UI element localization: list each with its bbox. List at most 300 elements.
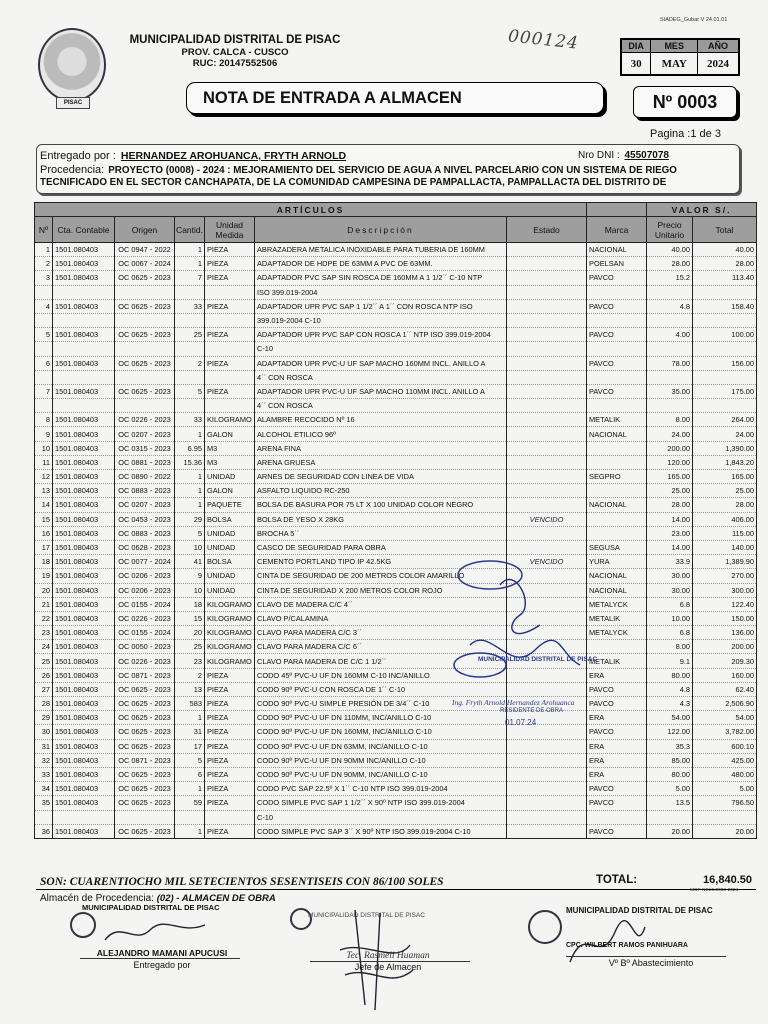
cell-n: 9 — [35, 427, 53, 441]
date-month: MAY — [651, 53, 698, 75]
cell-unidad: PIEZA — [205, 767, 255, 781]
table-row — [35, 767, 757, 781]
cell-cant: 1 — [175, 243, 205, 257]
cell-marca: NACIONAL — [587, 427, 647, 441]
cell-precio: 165.00 — [647, 470, 693, 484]
cell-origen: OC 0628 - 2023 — [115, 540, 175, 554]
dni — [578, 150, 669, 161]
cell-precio: 14.00 — [647, 512, 693, 526]
cell-total — [693, 810, 757, 824]
cell-precio: 20.00 — [647, 824, 693, 838]
cell-unidad: PIEZA — [205, 796, 255, 810]
cell-marca: PAVCO — [587, 697, 647, 711]
cell-marca: METALIK — [587, 611, 647, 625]
cell-n: 18 — [35, 555, 53, 569]
cell-unidad: PIEZA — [205, 243, 255, 257]
table-row — [35, 824, 757, 838]
cell-cant: 20 — [175, 626, 205, 640]
cell-cant: 1 — [175, 711, 205, 725]
cell-n: 13 — [35, 484, 53, 498]
cell-cta: 1501.080403 — [53, 257, 115, 271]
cell-cant — [175, 399, 205, 413]
cell-marca: ERA — [587, 739, 647, 753]
header-col-n: Nº — [35, 217, 53, 243]
cell-cant — [175, 313, 205, 327]
logo-label: PISAC — [56, 97, 90, 109]
cell-total: 136.00 — [693, 626, 757, 640]
cell-marca: SEGPRO — [587, 470, 647, 484]
cell-origen — [115, 285, 175, 299]
cell-cant: 33 — [175, 299, 205, 313]
cell-n: 15 — [35, 512, 53, 526]
cell-precio: 80.00 — [647, 668, 693, 682]
cell-precio: 35.3 — [647, 739, 693, 753]
cell-estado — [507, 257, 587, 271]
cell-unidad: BOLSA — [205, 512, 255, 526]
cell-cant: 1 — [175, 470, 205, 484]
cell-desc: ARENA GRUESA — [255, 455, 507, 469]
table-row — [35, 271, 757, 285]
cell-desc: BOLSA DE BASURA POR 75 LT X 100 UNIDAD COLOR NEGRO — [255, 498, 507, 512]
cell-total: 796.50 — [693, 796, 757, 810]
cell-n: 31 — [35, 739, 53, 753]
cell-desc: CINTA DE SEGURIDAD DE 200 METROS COLOR AMARILLO — [255, 569, 507, 583]
cell-unidad: PAQUETE — [205, 498, 255, 512]
cell-estado — [507, 810, 587, 824]
cell-n: 24 — [35, 640, 53, 654]
cell-n: 3 — [35, 271, 53, 285]
table-row — [35, 512, 757, 526]
cell-cta: 1501.080403 — [53, 611, 115, 625]
cell-marca — [587, 526, 647, 540]
table-row — [35, 470, 757, 484]
cell-cant: 1 — [175, 257, 205, 271]
table-row — [35, 370, 757, 384]
cell-precio: 40.00 — [647, 243, 693, 257]
table-row — [35, 626, 757, 640]
cell-origen: OC 0625 - 2023 — [115, 328, 175, 342]
cell-n: 29 — [35, 711, 53, 725]
cell-estado — [507, 356, 587, 370]
cell-unidad: PIEZA — [205, 328, 255, 342]
group-valor: VALOR S/. — [647, 203, 757, 217]
cell-marca: NACIONAL — [587, 583, 647, 597]
cell-n: 34 — [35, 782, 53, 796]
cell-origen: OC 0155 - 2024 — [115, 597, 175, 611]
cell-marca: YURA — [587, 555, 647, 569]
table-row — [35, 654, 757, 668]
table-row — [35, 668, 757, 682]
date-header-day: DIA — [622, 40, 651, 53]
cell-total: 300.00 — [693, 583, 757, 597]
cell-n: 19 — [35, 569, 53, 583]
cell-desc: 4´´ CON ROSCA — [255, 399, 507, 413]
cell-total: 270.00 — [693, 569, 757, 583]
procedencia — [40, 165, 740, 188]
cell-cta: 1501.080403 — [53, 498, 115, 512]
cell-unidad: PIEZA — [205, 668, 255, 682]
cell-cant: 5 — [175, 753, 205, 767]
cell-cant: 1 — [175, 427, 205, 441]
cell-total — [693, 313, 757, 327]
cell-precio — [647, 370, 693, 384]
cell-n: 25 — [35, 654, 53, 668]
cell-desc: CODO 90º PVC-U SIMPLE PRESIÓN DE 3/4´´ C-10 — [255, 697, 507, 711]
blue-stamp-name: Ing. Fryth Arnold Hernandez Arohuanca — [452, 698, 575, 707]
cell-unidad: PIEZA — [205, 711, 255, 725]
cell-cta: 1501.080403 — [53, 767, 115, 781]
cell-total: 1,389.90 — [693, 555, 757, 569]
sig1-stamp: MUNICIPALIDAD DISTRITAL DE PISAC — [82, 903, 220, 912]
cell-precio — [647, 313, 693, 327]
cell-estado — [507, 498, 587, 512]
blue-stamp-title: MUNICIPALIDAD DISTRITAL DE PISAC — [478, 656, 598, 663]
cell-cta: 1501.080403 — [53, 711, 115, 725]
cell-unidad: KILOGRAMO — [205, 597, 255, 611]
cell-cta: 1501.080403 — [53, 356, 115, 370]
cell-total: 160.00 — [693, 668, 757, 682]
cell-origen: OC 0625 - 2023 — [115, 682, 175, 696]
cell-unidad: UNIDAD — [205, 526, 255, 540]
footer-divider — [36, 889, 756, 890]
cell-cta: 1501.080403 — [53, 668, 115, 682]
cell-marca: SEGUSA — [587, 540, 647, 554]
cell-cant: 1 — [175, 498, 205, 512]
cell-cta: 1501.080403 — [53, 243, 115, 257]
cell-origen: OC 0890 - 2022 — [115, 470, 175, 484]
cell-estado — [507, 782, 587, 796]
sig1-signature — [100, 915, 210, 950]
cell-origen: OC 0625 - 2023 — [115, 711, 175, 725]
cell-n — [35, 342, 53, 356]
cell-estado — [507, 271, 587, 285]
cell-unidad: KILOGRAMO — [205, 626, 255, 640]
delivered-label: Entregado por : — [40, 150, 116, 162]
cell-marca — [587, 399, 647, 413]
table-row — [35, 328, 757, 342]
cell-total: 5.00 — [693, 782, 757, 796]
cell-origen — [115, 313, 175, 327]
cell-cant: 29 — [175, 512, 205, 526]
cell-cant: 1 — [175, 782, 205, 796]
cell-total: 25.00 — [693, 484, 757, 498]
handwritten-number: 000124 — [507, 26, 580, 54]
table-row — [35, 682, 757, 696]
header-col-unidad: Unidad Medida — [205, 217, 255, 243]
header-col-desc: Descripción — [255, 217, 507, 243]
cell-estado — [507, 824, 587, 838]
table-row — [35, 640, 757, 654]
cell-estado — [507, 796, 587, 810]
cell-desc: ADAPTADOR PVC SAP SIN ROSCA DE 160MM A 1 1/2´´ C-10 NTP — [255, 271, 507, 285]
cell-cant: 10 — [175, 540, 205, 554]
cell-total: 113.40 — [693, 271, 757, 285]
cell-unidad: BOLSA — [205, 555, 255, 569]
cell-cant: 10 — [175, 583, 205, 597]
cell-total: 2,506.90 — [693, 697, 757, 711]
cell-estado: VENCIDO — [507, 555, 587, 569]
cell-desc: ADAPTADOR UPR PVC-U UF SAP MACHO 160MM INCL. ANILLO A — [255, 356, 507, 370]
cell-cta: 1501.080403 — [53, 484, 115, 498]
cell-desc: ADAPTADOR UPR PVC SAP 1 1/2´´ A 1´´ CON ROSCA NTP ISO — [255, 299, 507, 313]
cell-precio: 35.00 — [647, 384, 693, 398]
header-col-estado: Estado — [507, 217, 587, 243]
cell-estado — [507, 384, 587, 398]
cell-unidad: PIEZA — [205, 384, 255, 398]
cell-unidad — [205, 342, 255, 356]
cell-estado — [507, 484, 587, 498]
cell-cant: 6 — [175, 767, 205, 781]
blue-stamp-role: RESIDENTE DE OBRA — [500, 708, 564, 714]
cell-total: 62.40 — [693, 682, 757, 696]
cell-n: 20 — [35, 583, 53, 597]
province: PROV. CALCA - CUSCO — [181, 47, 289, 58]
cell-marca: PAVCO — [587, 356, 647, 370]
cell-origen: OC 0067 - 2024 — [115, 257, 175, 271]
cell-estado — [507, 399, 587, 413]
cell-origen: OC 0625 - 2023 — [115, 356, 175, 370]
cell-estado — [507, 441, 587, 455]
cell-estado — [507, 285, 587, 299]
cell-cant: 33 — [175, 413, 205, 427]
cell-cta: 1501.080403 — [53, 455, 115, 469]
cell-n: 21 — [35, 597, 53, 611]
cell-unidad — [205, 370, 255, 384]
cell-cta — [53, 313, 115, 327]
cell-origen: OC 0881 - 2023 — [115, 455, 175, 469]
cell-desc: ARENA FINA — [255, 441, 507, 455]
cell-desc: ABRAZADERA METALICA INOXIDABLE PARA TUBERIA DE 160MM — [255, 243, 507, 257]
cell-cta: 1501.080403 — [53, 654, 115, 668]
cell-cant — [175, 370, 205, 384]
cell-precio: 6.8 — [647, 597, 693, 611]
cell-cant: 5 — [175, 384, 205, 398]
dni-value: 45507078 — [624, 150, 669, 161]
cell-marca — [587, 512, 647, 526]
cell-origen: OC 0453 - 2023 — [115, 512, 175, 526]
cell-n: 30 — [35, 725, 53, 739]
almacen-label: Almacén de Procedencia: — [40, 893, 154, 904]
cell-cta — [53, 342, 115, 356]
cell-unidad: PIEZA — [205, 753, 255, 767]
cell-n: 10 — [35, 441, 53, 455]
cell-n: 32 — [35, 753, 53, 767]
cell-marca: PAVCO — [587, 299, 647, 313]
cell-total — [693, 285, 757, 299]
cell-cta: 1501.080403 — [53, 384, 115, 398]
cell-marca: NACIONAL — [587, 498, 647, 512]
cell-cant: 9 — [175, 569, 205, 583]
procedencia-label: Procedencia: — [40, 164, 105, 176]
document-title: NOTA DE ENTRADA A ALMACEN — [186, 82, 604, 114]
cell-total: 175.00 — [693, 384, 757, 398]
cell-n: 5 — [35, 328, 53, 342]
cell-unidad: PIEZA — [205, 356, 255, 370]
table-row — [35, 569, 757, 583]
cell-precio: 8.00 — [647, 640, 693, 654]
delivered-name: HERNANDEZ AROHUANCA, FRYTH ARNOLD — [120, 150, 347, 162]
items-table-wrap — [34, 202, 756, 839]
cell-total: 156.00 — [693, 356, 757, 370]
cell-desc: CODO 90º PVC-U UF DN 90MM INC/ANILLO C-10 — [255, 753, 507, 767]
cell-precio: 4.3 — [647, 697, 693, 711]
cell-n — [35, 370, 53, 384]
sig3-name: CPC. WILBERT RAMOS PANIHUARA — [566, 942, 688, 949]
table-row — [35, 782, 757, 796]
cell-unidad: PIEZA — [205, 257, 255, 271]
cell-estado — [507, 299, 587, 313]
cell-total: 264.00 — [693, 413, 757, 427]
cell-cta: 1501.080403 — [53, 328, 115, 342]
cell-desc: BROCHA 5´´ — [255, 526, 507, 540]
cell-n: 1 — [35, 243, 53, 257]
cell-marca — [587, 484, 647, 498]
cell-total: 20.00 — [693, 824, 757, 838]
cell-cant: 31 — [175, 725, 205, 739]
sig3-line — [566, 956, 726, 957]
cell-origen: OC 0226 - 2023 — [115, 413, 175, 427]
cell-origen: OC 0625 - 2023 — [115, 271, 175, 285]
sig1-seal — [70, 912, 96, 938]
cell-estado — [507, 540, 587, 554]
cell-n: 36 — [35, 824, 53, 838]
cell-cant: 15 — [175, 611, 205, 625]
cell-precio — [647, 285, 693, 299]
sig3-stamp: MUNICIPALIDAD DISTRITAL DE PISAC — [566, 906, 713, 915]
cell-marca: ERA — [587, 767, 647, 781]
cell-total: 140.00 — [693, 540, 757, 554]
date-header-month: MES — [651, 40, 698, 53]
cell-precio: 4.00 — [647, 328, 693, 342]
cell-marca: NACIONAL — [587, 569, 647, 583]
header-col-origen: Origen — [115, 217, 175, 243]
cell-origen: OC 0625 - 2023 — [115, 697, 175, 711]
cell-marca: POELSAN — [587, 257, 647, 271]
cell-cta: 1501.080403 — [53, 753, 115, 767]
cell-cant: 59 — [175, 796, 205, 810]
cell-cta — [53, 370, 115, 384]
table-row — [35, 555, 757, 569]
cell-cant: 2 — [175, 668, 205, 682]
table-row — [35, 299, 757, 313]
cell-precio: 4.8 — [647, 299, 693, 313]
cell-unidad: KILOGRAMO — [205, 640, 255, 654]
cell-desc: CODO 90º PVC-U UF DN 63MM, INC/ANILLO C-10 — [255, 739, 507, 753]
cell-cta: 1501.080403 — [53, 682, 115, 696]
cell-origen — [115, 342, 175, 356]
cell-cant — [175, 810, 205, 824]
municipality-logo — [38, 28, 106, 102]
ruc: RUC: 20147552506 — [192, 58, 278, 69]
table-row — [35, 796, 757, 810]
cell-desc: 4´´ CON ROSCA — [255, 370, 507, 384]
cell-origen: OC 0625 - 2023 — [115, 767, 175, 781]
cell-desc: ADAPTADOR UPR PVC SAP CON ROSCA 1´´ NTP ISO 399.019-2004 — [255, 328, 507, 342]
cell-cant: 25 — [175, 328, 205, 342]
cell-origen: OC 0625 - 2023 — [115, 782, 175, 796]
sig1-line — [80, 958, 240, 959]
cell-origen: OC 0206 - 2023 — [115, 583, 175, 597]
cell-cta: 1501.080403 — [53, 427, 115, 441]
cell-precio: 80.00 — [647, 767, 693, 781]
cell-n: 26 — [35, 668, 53, 682]
table-row — [35, 243, 757, 257]
cell-unidad: KILOGRAMO — [205, 654, 255, 668]
cell-estado — [507, 342, 587, 356]
cell-marca — [587, 810, 647, 824]
cell-precio: 85.00 — [647, 753, 693, 767]
cell-cant: 25 — [175, 640, 205, 654]
cell-total: 406.00 — [693, 512, 757, 526]
amount-in-words: SON: CUARENTIOCHO MIL SETECIENTOS SESENTISEIS CON 86/100 SOLES — [40, 876, 444, 888]
cell-total: 115.00 — [693, 526, 757, 540]
cell-unidad — [205, 810, 255, 824]
cell-cant: 6.95 — [175, 441, 205, 455]
header-col-precio: Precio Unitario — [647, 217, 693, 243]
cell-marca: METALIK — [587, 654, 647, 668]
cell-unidad: UNIDAD — [205, 569, 255, 583]
sig2-stamp: MUNICIPALIDAD DISTRITAL DE PISAC — [308, 912, 425, 919]
cell-cta: 1501.080403 — [53, 299, 115, 313]
cell-desc: C-10 — [255, 810, 507, 824]
cell-marca: METALIK — [587, 413, 647, 427]
cell-precio: 23.00 — [647, 526, 693, 540]
cell-desc: ALCOHOL ETILICO 96º — [255, 427, 507, 441]
cell-cant: 1 — [175, 824, 205, 838]
cell-cant — [175, 342, 205, 356]
sig1-title: Entregado por — [133, 960, 191, 970]
cell-cant: 5 — [175, 526, 205, 540]
cell-origen: OC 0883 - 2023 — [115, 484, 175, 498]
cell-desc: CODO SIMPLE PVC SAP 1 1/2´´ X 90º NTP ISO 399.019-2004 — [255, 796, 507, 810]
cell-desc: CLAVO P/CALAMINA — [255, 611, 507, 625]
date-year: 2024 — [698, 53, 739, 75]
cell-cant: 1 — [175, 484, 205, 498]
cell-n: 12 — [35, 470, 53, 484]
cell-marca: PAVCO — [587, 824, 647, 838]
cell-cta: 1501.080403 — [53, 626, 115, 640]
cell-desc: CODO 90º PVC-U UF DN 160MM, INC/ANILLO C-10 — [255, 725, 507, 739]
table-row — [35, 399, 757, 413]
cell-total: 40.00 — [693, 243, 757, 257]
table-row — [35, 739, 757, 753]
cell-desc: CEMENTO PORTLAND TIPO IP 42.5KG — [255, 555, 507, 569]
cell-cta: 1501.080403 — [53, 413, 115, 427]
cell-cta: 1501.080403 — [53, 640, 115, 654]
cell-total: 24.00 — [693, 427, 757, 441]
cell-cant: 7 — [175, 271, 205, 285]
cell-unidad: PIEZA — [205, 682, 255, 696]
municipality-name: MUNICIPALIDAD DISTRITAL DE PISAC — [129, 34, 341, 46]
cell-origen — [115, 810, 175, 824]
cell-estado — [507, 313, 587, 327]
cell-cant: 15.36 — [175, 455, 205, 469]
cell-total — [693, 370, 757, 384]
cell-n: 23 — [35, 626, 53, 640]
table-row — [35, 753, 757, 767]
cell-precio — [647, 399, 693, 413]
cell-origen: OC 0207 - 2023 — [115, 427, 175, 441]
cell-cta: 1501.080403 — [53, 583, 115, 597]
cell-n — [35, 285, 53, 299]
cell-origen: OC 0883 - 2023 — [115, 526, 175, 540]
cell-n: 33 — [35, 767, 53, 781]
cell-desc: CLAVO PARA MADERA DE C/C 1 1/2´´ — [255, 654, 507, 668]
cell-marca: PAVCO — [587, 782, 647, 796]
cell-desc: ADAPTADOR DE HDPE DE 63MM A PVC DE 63MM. — [255, 257, 507, 271]
table-row — [35, 697, 757, 711]
cell-n: 16 — [35, 526, 53, 540]
